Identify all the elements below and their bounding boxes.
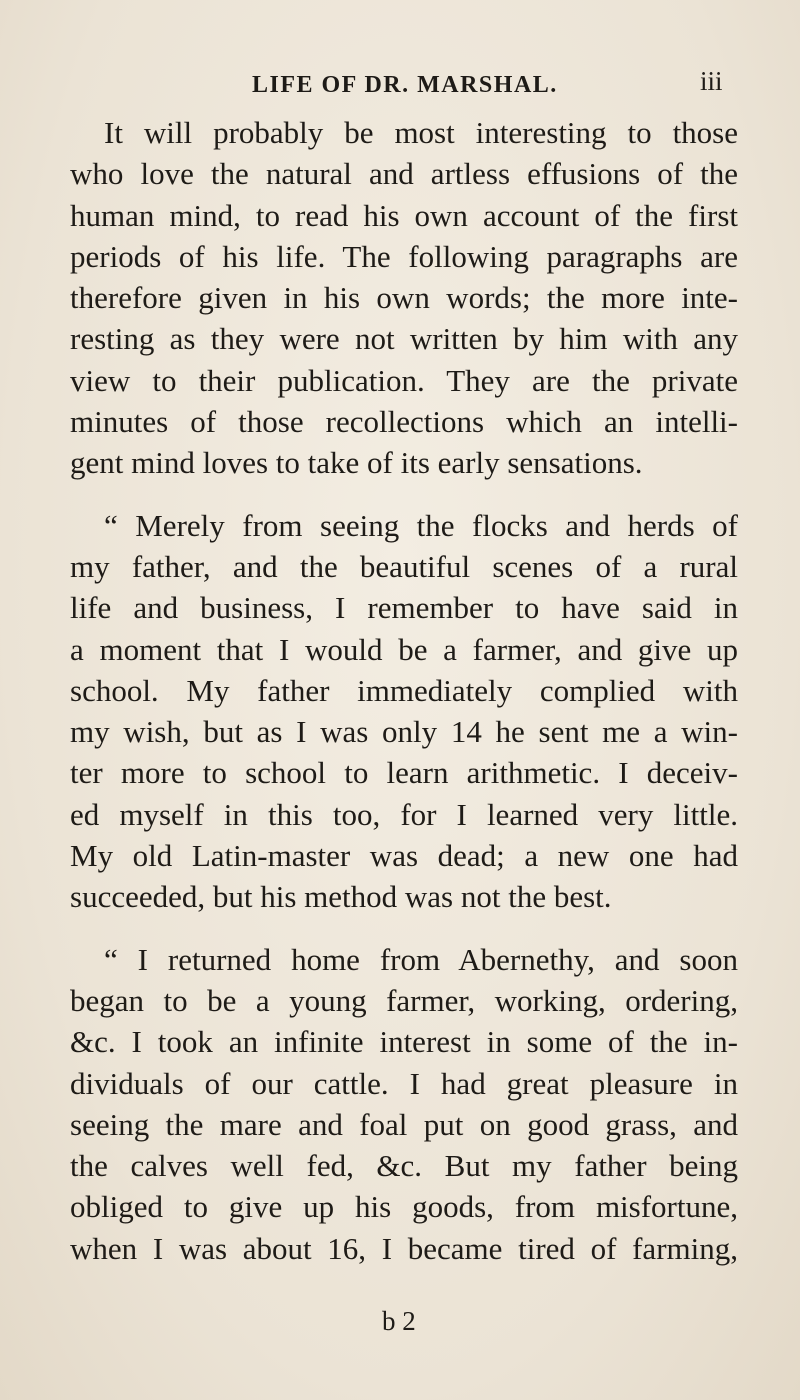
text-line: “ Merely from seeing the flocks and herds of xyxy=(104,507,738,543)
page-number: iii xyxy=(700,66,723,96)
text-line: therefore given in his own words; the more inte- xyxy=(70,280,738,316)
text-line: My old Latin-master was dead; a new one had xyxy=(70,838,738,874)
text-line: life and business, I remember to have said in xyxy=(70,590,738,626)
running-head: LIFE OF DR. MARSHAL. xyxy=(252,72,558,98)
body-text xyxy=(70,112,738,1269)
paragraph-3 xyxy=(70,939,738,1269)
text-line: the calves well fed, &c. But my father being xyxy=(70,1148,738,1184)
text-line: periods of his life. The following paragraphs are xyxy=(70,238,738,274)
text-line: “ I returned home from Abernethy, and soon xyxy=(104,941,738,977)
text-line: obliged to give up his goods, from misfortune, xyxy=(70,1189,738,1225)
text-line: gent mind loves to take of its early sensations. xyxy=(70,445,643,481)
text-line: It will probably be most interesting to those xyxy=(104,115,738,150)
text-line: ter more to school to learn arithmetic. I deceiv- xyxy=(70,755,738,791)
text-line: view to their publication. They are the private xyxy=(70,362,738,398)
text-line: ed myself in this too, for I learned very little. xyxy=(70,796,738,832)
text-line: when I was about 16, I became tired of farming, xyxy=(70,1230,738,1266)
text-line: dividuals of our cattle. I had great pleasure in xyxy=(70,1065,738,1101)
text-line: seeing the mare and foal put on good grass, and xyxy=(70,1106,738,1142)
text-line: minutes of those recollections which an intelli- xyxy=(70,404,738,440)
text-line: my wish, but as I was only 14 he sent me a win- xyxy=(70,714,738,750)
text-line: a moment that I would be a farmer, and give up xyxy=(70,631,738,667)
paragraph-spacer xyxy=(70,918,738,939)
paragraph-spacer xyxy=(70,484,738,505)
text-line: began to be a young farmer, working, ordering, xyxy=(70,982,738,1018)
text-line: who love the natural and artless effusions of the xyxy=(70,156,738,192)
text-line: my father, and the beautiful scenes of a rural xyxy=(70,548,738,584)
text-line: &c. I took an infinite interest in some of the in- xyxy=(70,1024,738,1060)
text-line: human mind, to read his own account of the first xyxy=(70,197,738,233)
text-line: resting as they were not written by him with any xyxy=(70,321,738,357)
paragraph-1 xyxy=(70,112,738,484)
text-line: school. My father immediately complied with xyxy=(70,672,738,708)
paragraph-2 xyxy=(70,505,738,918)
page-header xyxy=(252,66,752,112)
signature-mark: b 2 xyxy=(382,1306,416,1336)
text-line: succeeded, but his method was not the best. xyxy=(70,879,612,915)
